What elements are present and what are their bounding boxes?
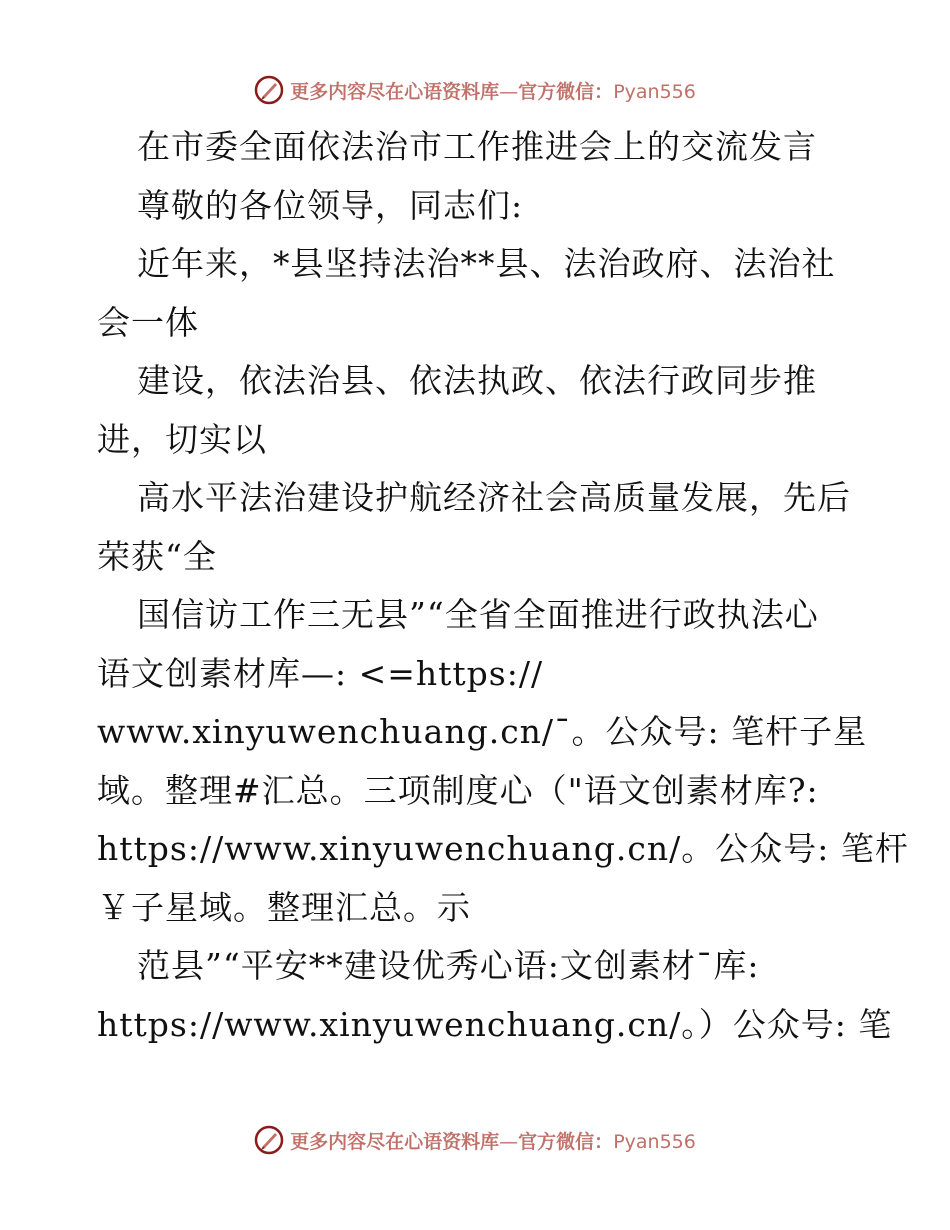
doc-line: 语文创素材库—: <=https:// (97, 653, 544, 693)
banner-wechat-id: Pyan556 (613, 80, 696, 103)
doc-line: 进，切实以 (97, 419, 267, 459)
doc-line: 高水平法治建设护航经济社会高质量发展，先后 (137, 478, 851, 517)
doc-line: 近年来，*县坚持法治**县、法治政府、法治社 (137, 244, 836, 283)
doc-line: 范县”“平安**建设优秀心语:文创素材¯库: (137, 946, 760, 985)
banner-dash: — (499, 80, 519, 103)
document-body (97, 118, 909, 1054)
banner-wechat-label: 官方微信： (518, 80, 614, 103)
banner-text (290, 77, 696, 104)
doc-line: 荣获“全 (97, 536, 217, 576)
doc-line: 建设，依法治县、依法执政、依法行政同步推 (137, 361, 817, 400)
doc-line: https://www.xinyuwenchuang.cn/。公众号: 笔杆 (97, 829, 909, 868)
quill-pen-logo-icon (254, 1125, 284, 1155)
banner-text (290, 1127, 696, 1154)
quill-pen-logo-icon (254, 75, 284, 105)
banner-brand: 更多内容尽在心语资料库 (290, 1130, 500, 1153)
header-banner (0, 72, 950, 108)
doc-line-title: 在市委全面依法治市工作推进会上的交流发言 (137, 127, 817, 166)
banner-wechat-id: Pyan556 (613, 1130, 696, 1153)
doc-line: 会一体 (97, 302, 199, 342)
footer-banner (0, 1122, 950, 1158)
doc-line: www.xinyuwenchuang.cn/¯。公众号: 笔杆子星 (97, 712, 868, 751)
doc-line-salutation: 尊敬的各位领导，同志们: (137, 185, 524, 225)
doc-line: 域。整理#汇总。三项制度心（"语文创素材库?: (97, 770, 819, 810)
banner-wechat-label: 官方微信： (518, 1130, 614, 1153)
doc-line: 国信访工作三无县”“全省全面推进行政执法心 (137, 595, 819, 634)
banner-dash: — (499, 1130, 519, 1153)
doc-line: ￥子星域。整理汇总。示 (97, 887, 471, 927)
banner-brand: 更多内容尽在心语资料库 (290, 80, 500, 103)
doc-line: https://www.xinyuwenchuang.cn/。）公众号: 笔 (97, 1004, 893, 1044)
